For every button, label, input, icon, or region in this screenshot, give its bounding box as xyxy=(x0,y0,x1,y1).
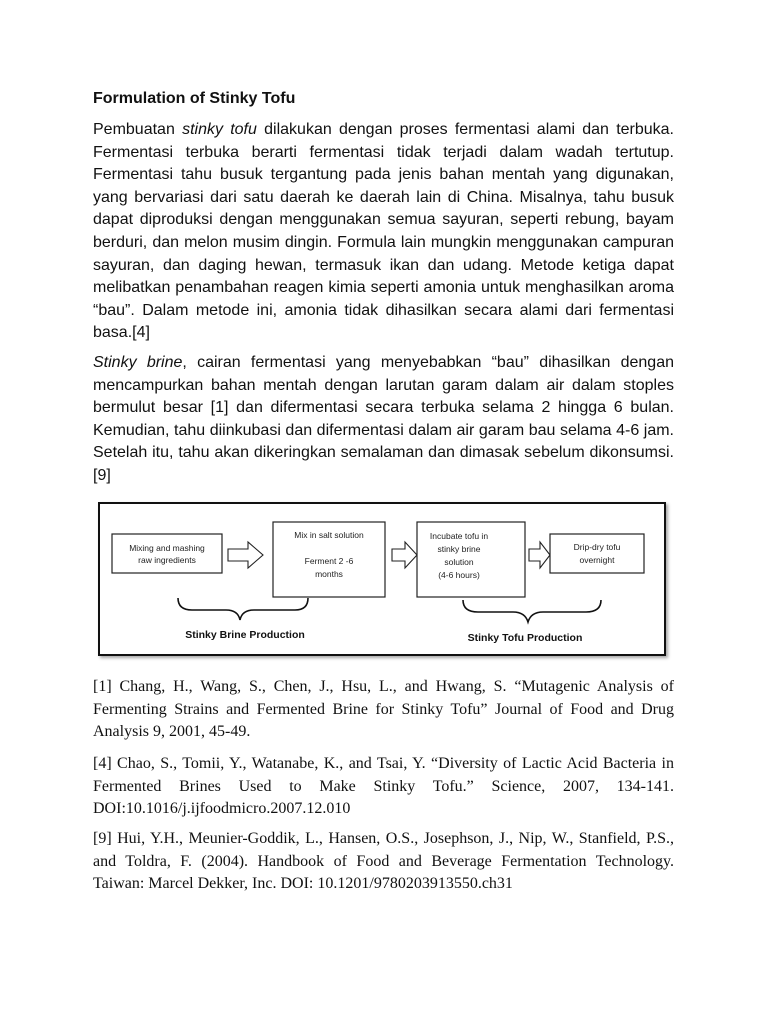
step-3-line-1: Incubate tofu in xyxy=(429,531,489,541)
step-4-line-1: Drip-dry tofu xyxy=(573,542,621,552)
step-3-line-3: solution xyxy=(444,557,474,567)
step-1-line-1: Mixing and mashing xyxy=(129,543,205,553)
paragraph-2-italic: Stinky brine xyxy=(93,354,183,371)
step-2-line-3: months xyxy=(315,569,343,579)
step-4-box xyxy=(550,534,644,573)
step-2-line-1: Mix in salt solution xyxy=(294,530,364,540)
reference-1: [1] Chang, H., Wang, S., Chen, J., Hsu, L., and Hwang, S. “Mutagenic Analysis of Fermenting Strains and Fermented Brine for Stinky Tofu” Journal of Food and Drug Analysis 9, 2001, 45-49. xyxy=(93,678,674,741)
arrow-right-icon xyxy=(228,542,263,568)
arrow-right-icon xyxy=(529,542,550,568)
step-1-box xyxy=(112,534,222,573)
arrow-right-icon xyxy=(392,542,417,568)
step-3-line-2: stinky brine xyxy=(437,544,481,554)
brace-2-label: Stinky Tofu Production xyxy=(467,632,583,644)
step-3-line-4: (4-6 hours) xyxy=(438,570,480,580)
process-diagram-svg xyxy=(100,504,664,654)
brace-1 xyxy=(178,598,308,620)
paragraph-1-italic: stinky tofu xyxy=(182,121,257,138)
step-4-line-2: overnight xyxy=(579,555,615,565)
step-2-line-2: Ferment 2 -6 xyxy=(304,556,354,566)
paragraph-2 xyxy=(93,352,674,488)
page-title: Formulation of Stinky Tofu xyxy=(93,90,296,107)
paragraph-1-lead: Pembuatan xyxy=(93,121,183,138)
paragraph-2-text: , cairan fermentasi yang menyebabkan “bau” dihasilkan dengan mencampurkan bahan mentah dengan larutan garam dalam air dalam stoples bermulut besar [1] dan difermentasi secara terbuka selama 2 hingga 6 bulan. Kemudian, tahu diinkubasi dan difermentasi dalam air garam bau selama 4-6 jam. Setelah itu, tahu akan dikeringkan semalaman dan dimasak sebelum dikonsumsi.[9] xyxy=(93,354,674,484)
reference-4: [4] Chao, S., Tomii, Y., Watanabe, K., and Tsai, Y. “Diversity of Lactic Acid Bacteria in Fermented Brines Used to Make Stinky Tofu.” Science, 2007, 134-141. DOI:10.1016/j.ijfoodmicro.2007.12.010 xyxy=(93,755,674,818)
brace-2 xyxy=(463,600,601,622)
paragraph-1-text: dilakukan dengan proses fermentasi alami dan terbuka. Fermentasi terbuka berarti fermentasi tidak terjadi dalam wadah tertutup. Fermentasi tahu busuk tergantung pada jenis bahan mentah yang digunakan, yang bervariasi dari satu daerah ke daerah lain di China. Misalnya, tahu busuk dapat diproduksi dengan menggunakan semua sayuran, seperti rebung, bayam berduri, dan melon musim dingin. Formula lain mungkin menggunakan campuran sayuran, dan daging hewan, termasuk ikan dan udang. Metode ketiga dapat melibatkan penambahan reagen kimia seperti amonia untuk menghasilkan aroma “bau”. Dalam metode ini, amonia tidak dihasilkan secara alami dari fermentasi basa.[4] xyxy=(93,121,675,342)
process-diagram xyxy=(98,502,666,656)
reference-9: [9] Hui, Y.H., Meunier-Goddik, L., Hansen, O.S., Josephson, J., Nip, W., Stanfield, P.S., and Toldra, F. (2004). Handbook of Food and Beverage Fermentation Technology. Taiwan: Marcel Dekker, Inc. DOI: 10.1201/9780203913550.ch31 xyxy=(93,830,674,893)
step-1-line-2: raw ingredients xyxy=(138,555,196,565)
brace-1-label: Stinky Brine Production xyxy=(185,629,305,641)
paragraph-1 xyxy=(93,119,674,345)
